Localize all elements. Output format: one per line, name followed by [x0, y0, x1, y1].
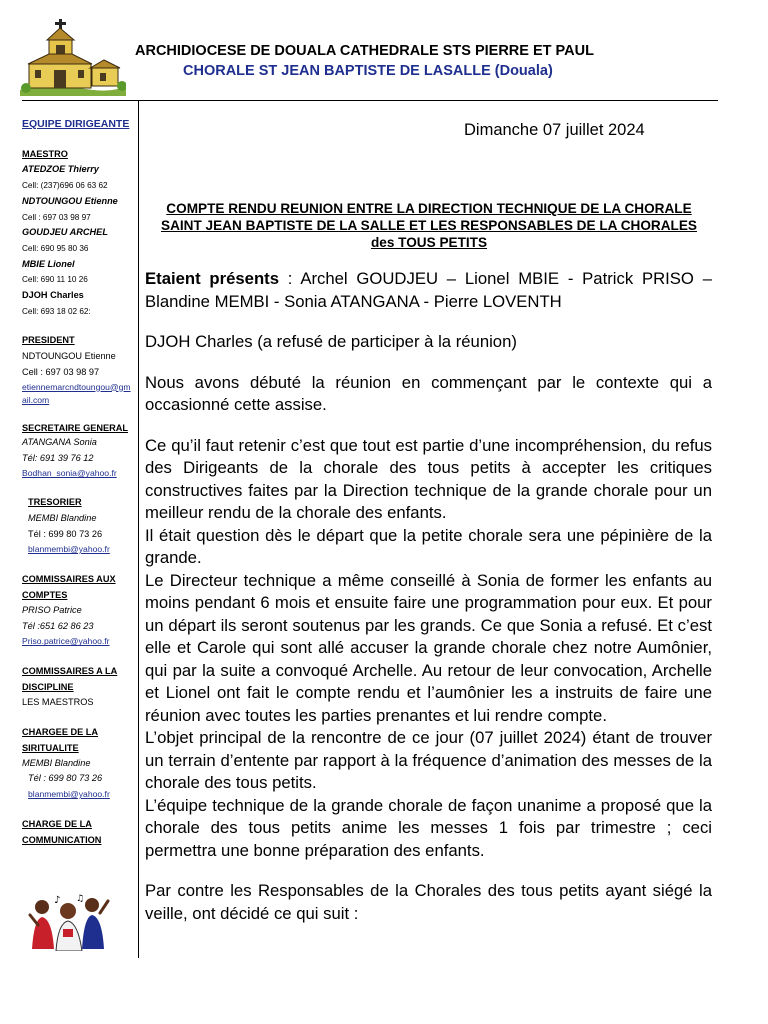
maestro-cell: Cell: 690 11 10 26 — [22, 275, 88, 285]
spiritualite-heading: CHARGEE DE LA SIRITUALITE — [22, 726, 99, 753]
attendees-list: : Archel GOUDJEU – Lionel MBIE - Patrick PRISO – Blandine MEMBI - Sonia ATANGANA - Pierre LOVENTH — [145, 269, 712, 311]
attendees-label: Etaient présents — [145, 269, 279, 288]
diocese-header: ARCHIDIOCESE DE DOUALA CATHEDRALE STS PIERRE ET PAUL — [135, 43, 594, 59]
president-cell: Cell : 697 03 98 97 — [22, 366, 100, 377]
church-logo — [20, 18, 126, 96]
maestro-cell: Cell: 693 18 02 62: — [22, 306, 91, 316]
header-divider — [22, 100, 718, 101]
tresorier-tel: Tél : 699 80 73 26 — [28, 528, 103, 539]
maestro-cell: Cell : 697 03 98 97 — [22, 212, 91, 222]
secretaire-tel: Tél: 691 39 76 12 — [22, 452, 94, 463]
president-email-link[interactable]: etiennemarcndtoungou@gmail.com — [22, 381, 131, 405]
maestro-name: MBIE Lionel — [22, 258, 75, 269]
report-body — [145, 268, 712, 925]
absent-paragraph: DJOH Charles (a refusé de participer à la réunion) — [145, 332, 517, 351]
secretaire-heading: SECRETAIRE GENERAL — [22, 422, 129, 433]
body-paragraph: Ce qu’il faut retenir c’est que tout est partie d’une incompréhension, du refus des Dirigeants de la chorale des tous petits à accepter les critiques constructives faites par la Direction technique de la grande chorale pour un meilleur rendu de la chorale des enfants. — [145, 435, 712, 522]
body-paragraph: Il était question dès le départ que la petite chorale sera une pépinière de la grande. — [145, 525, 712, 567]
president-heading: PRESIDENT — [22, 335, 75, 346]
secretaire-email-link[interactable]: Bodhan_sonia@yahoo.fr — [22, 468, 117, 479]
singers-illustration — [26, 893, 110, 951]
president-name: NDTOUNGOU Etienne — [22, 351, 116, 362]
attendees-paragraph — [145, 268, 712, 313]
sidebar-divider — [138, 100, 139, 958]
body-paragraph: L’équipe technique de la grande chorale de façon unanime a proposé que la chorale des tous petits anime les messes 1 fois par trimestre ; ceci permettra une bonne préparation des enfants. — [145, 795, 712, 860]
svg-text:♪: ♪ — [54, 895, 61, 906]
spiritualite-name: MEMBI Blandine — [22, 757, 91, 768]
secretaire-name: ATANGANA Sonia — [22, 437, 97, 448]
report-title: COMPTE RENDU REUNION ENTRE LA DIRECTION TECHNIQUE DE LA CHORALE SAINT JEAN BAPTISTE DE LA SALLE ET LES RESPONSABLES DE LA CHORALES des TOUS PETITS — [161, 201, 697, 250]
tresorier-heading: TRESORIER — [28, 497, 82, 508]
comptes-email-link[interactable]: Priso.patrice@yahoo.fr — [22, 636, 110, 647]
body-paragraph: Le Directeur technique a même conseillé à Sonia de former les enfants au moins pendant 6 mois et ensuite faire une programmation pour eux. Et pour un départ ils seront soutenus par les grands. Ce que Sonia a refusé. Et c’est elle et Carole qui sont allé accuser la grande chorale chez notre Aumônier, qui par la suite a convoqué Archelle. Au retour de leur convocation, Archelle et Lionel ont fait le compte rendu et l’aumônier les a instruits de faire une réunion avec toutes les parties prenantes et lui rendre compte. — [145, 570, 712, 725]
svg-text:♫: ♫ — [76, 894, 85, 904]
sidebar — [22, 117, 134, 848]
maestro-cell: Cell: (237)696 06 63 62 — [22, 181, 108, 191]
context-paragraph: Nous avons débuté la réunion en commençant par le contexte qui a occasionné cette assise. — [145, 372, 712, 414]
comptes-heading: COMMISSAIRES AUX COMPTES — [22, 573, 116, 600]
discipline-heading: COMMISSAIRES A LA DISCIPLINE — [22, 666, 118, 693]
maestro-name: NDTOUNGOU Etienne — [22, 195, 118, 206]
discipline-name: LES MAESTROS — [22, 697, 94, 708]
maestro-name: ATEDZOE Thierry — [22, 164, 99, 175]
tresorier-email-link[interactable]: blanmembi@yahoo.fr — [28, 544, 110, 555]
equipe-heading: EQUIPE DIRIGEANTE — [22, 118, 130, 130]
body-paragraph: L’objet principal de la rencontre de ce jour (07 juillet 2024) étant de trouver un terrain d’entente par rapport à la fréquence d’animation des messes de la chorale des tous petits. — [145, 728, 712, 792]
spiritualite-email-link[interactable]: blanmembi@yahoo.fr — [28, 789, 110, 800]
body-paragraph: Par contre les Responsables de la Chorales des tous petits ayant siégé la veille, ont décidé ce qui suit : — [145, 881, 712, 923]
maestro-heading: MAESTRO — [22, 148, 68, 159]
maestro-cell: Cell: 690 95 80 36 — [22, 243, 89, 253]
tresorier-name: MEMBI Blandine — [28, 512, 97, 523]
spiritualite-tel: Tél : 699 80 73 26 — [28, 773, 103, 784]
maestro-name: DJOH Charles — [22, 290, 84, 301]
comptes-tel: Tél :651 62 86 23 — [22, 620, 94, 631]
maestro-name: GOUDJEU ARCHEL — [22, 227, 108, 238]
choir-header: CHORALE ST JEAN BAPTISTE DE LASALLE (Douala) — [183, 63, 553, 79]
comptes-name: PRISO Patrice — [22, 604, 82, 615]
meeting-date: Dimanche 07 juillet 2024 — [464, 121, 645, 139]
communication-heading: CHARGE DE LA COMMUNICATION — [22, 818, 102, 845]
